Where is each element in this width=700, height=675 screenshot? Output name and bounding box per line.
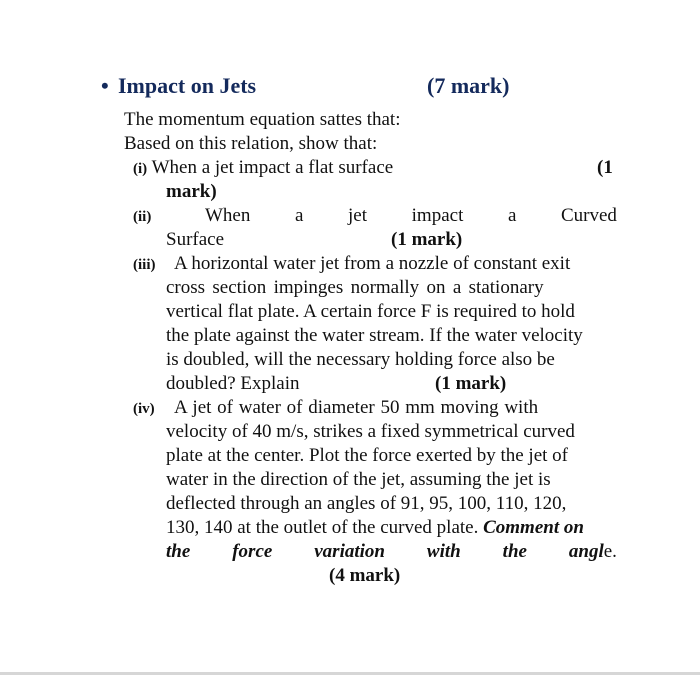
item-iii-marks: (1 mark): [435, 373, 507, 394]
item-iv-line-6: [166, 516, 584, 540]
item-ii-word: jet: [348, 205, 368, 226]
item-iii-line-3: vertical flat plate. A certain force F is required to hold: [166, 301, 575, 322]
item-i-marks-open: (1: [597, 157, 613, 178]
item-ii-word: Curved: [561, 205, 617, 226]
item-iv-last-word-emph: angl: [568, 541, 604, 562]
item-ii-number: (ii): [133, 209, 152, 225]
bullet-icon: •: [101, 73, 109, 98]
item-iv-word: with: [426, 541, 461, 562]
item-iii-line-4: the plate against the water stream. If the water velocity: [166, 325, 583, 346]
item-iv-line-6-text: 130, 140 at the outlet of the curved plate.: [166, 517, 479, 538]
item-iv-emphasis: Comment on: [483, 517, 584, 538]
item-iv-line-2: velocity of 40 m/s, strikes a fixed symmetrical curved: [166, 421, 575, 442]
item-i-marks-close: mark): [166, 181, 217, 202]
item-ii-line-1: [205, 204, 617, 228]
item-iv-number: (iv): [133, 401, 155, 417]
item-ii-word: a: [507, 205, 517, 226]
item-i-line-1: [133, 156, 393, 181]
intro-line-2: Based on this relation, show that:: [124, 133, 378, 154]
item-iv-last-word-plain: e.: [603, 541, 617, 562]
item-ii-word: impact: [411, 205, 464, 226]
item-ii-line-2: Surface: [166, 229, 225, 250]
section-title: Impact on Jets: [118, 73, 257, 98]
item-ii-word: When: [205, 205, 251, 226]
item-iii-line-1: A horizontal water jet from a nozzle of constant exit: [174, 253, 571, 274]
item-iv-number-wrap: [133, 396, 155, 421]
item-ii-number-wrap: [133, 204, 151, 229]
item-iii-number-wrap: [133, 252, 156, 277]
item-iii-number: (iii): [133, 257, 156, 273]
item-iv-marks: (4 mark): [329, 565, 401, 586]
item-iv-line-5: deflected through an angles of 91, 95, 100, 110, 120,: [166, 493, 567, 514]
item-iv-last-word: [569, 540, 617, 564]
item-iii-line-6: doubled? Explain: [166, 373, 300, 394]
section-marks: (7 mark): [427, 73, 510, 98]
item-i-number: (i): [133, 161, 148, 177]
item-iv-line-7: [166, 540, 617, 564]
item-iv-word: force: [232, 541, 273, 562]
intro-line-1: The momentum equation sattes that:: [124, 109, 401, 130]
item-iv-word: the: [166, 541, 191, 562]
item-ii-marks: (1 mark): [391, 229, 463, 250]
item-ii-word: a: [294, 205, 304, 226]
item-i-text: When a jet impact a flat surface: [151, 157, 394, 178]
item-iv-line-4: water in the direction of the jet, assuming the jet is: [166, 469, 551, 490]
item-iv-word: the: [502, 541, 527, 562]
item-iii-line-5: is doubled, will the necessary holding force also be: [166, 349, 555, 370]
item-iv-word: variation: [314, 541, 385, 562]
item-iv-line-1: A jet of water of diameter 50 mm moving with: [174, 397, 539, 418]
item-iv-line-3: plate at the center. Plot the force exerted by the jet of: [166, 445, 568, 466]
item-iii-line-2: cross section impinges normally on a stationary: [166, 277, 544, 298]
